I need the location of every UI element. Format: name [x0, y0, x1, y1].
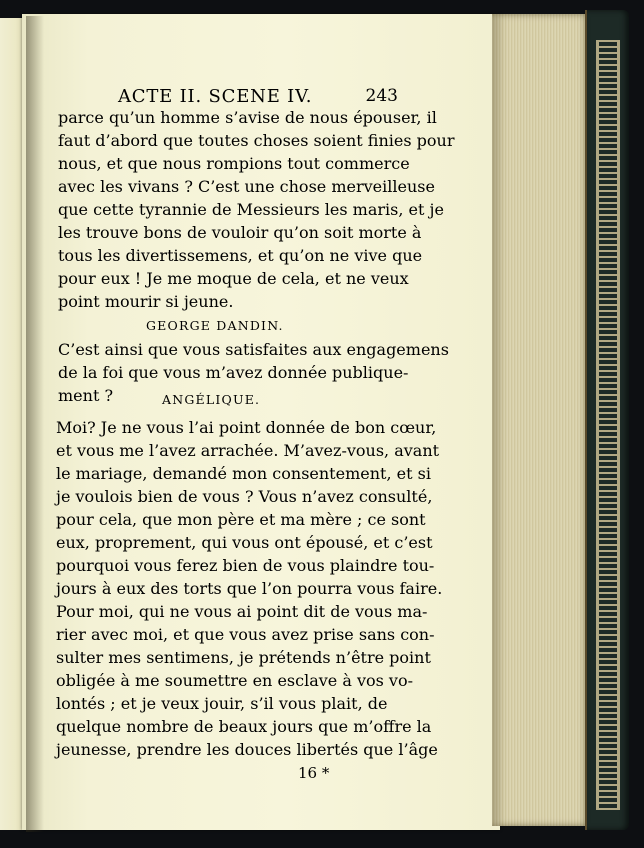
page-gutter-shadow — [26, 16, 44, 832]
book-cover — [585, 10, 629, 830]
text-line: les trouve bons de vouloir qu’on soit morte à — [58, 223, 422, 242]
page-fore-edge — [492, 14, 588, 826]
text-line: pourquoi vous ferez bien de vous plaindre tou- — [56, 556, 435, 575]
text-line: avec les vivans ? C’est une chose merveilleuse — [58, 177, 435, 196]
text-line: point mourir si jeune. — [58, 292, 234, 311]
text-line: quelque nombre de beaux jours que m’offre la — [56, 717, 432, 736]
text-line: C’est ainsi que vous satisfaites aux engagemens — [58, 340, 449, 359]
signature-mark: 16 * — [298, 764, 330, 782]
greek-key-border-ornament — [596, 40, 620, 810]
page-number: 243 — [365, 86, 398, 106]
text-line: et vous me l’avez arrachée. M’avez-vous, avant — [56, 441, 440, 460]
text-line: lontés ; et je veux jouir, s’il vous plait, de — [56, 694, 388, 713]
text-line: rier avec moi, et que vous avez prise sans con- — [56, 625, 435, 644]
text-line: tous les divertissemens, et qu’on ne vive que — [58, 246, 423, 265]
running-title: ACTE II. SCENE IV. — [118, 86, 313, 107]
speaker-name: ANGÉLIQUE. — [162, 392, 261, 407]
text-line: sulter mes sentimens, je prétends n’être point — [56, 648, 431, 667]
text-line: nous, et que nous rompions tout commerce — [58, 154, 410, 173]
text-line: le mariage, demandé mon consentement, et si — [56, 464, 431, 483]
text-line: jours à eux des torts que l’on pourra vous faire. — [56, 579, 443, 598]
text-line: je voulois bien de vous ? Vous n’avez consulté, — [56, 487, 433, 506]
text-line: parce qu’un homme s’avise de nous épouser, il — [58, 108, 437, 127]
text-line: que cette tyrannie de Messieurs les maris, et je — [58, 200, 444, 219]
text-line: pour eux ! Je me moque de cela, et ne veux — [58, 269, 409, 288]
text-line: pour cela, que mon père et ma mère ; ce sont — [56, 510, 426, 529]
text-line: de la foi que vous m’avez donnée publique- — [58, 363, 409, 382]
text-line: Moi? Je ne vous l’ai point donnée de bon cœur, — [56, 418, 437, 437]
text-line: eux, proprement, qui vous ont épousé, et c’est — [56, 533, 433, 552]
speaker-name: GEORGE DANDIN. — [146, 318, 284, 333]
text-line: Pour moi, qui ne vous ai point dit de vous ma- — [56, 602, 428, 621]
running-header — [118, 86, 398, 107]
text-line: ment ? — [58, 386, 114, 405]
text-line: faut d’abord que toutes choses soient finies pour — [58, 131, 455, 150]
text-line: obligée à me soumettre en esclave à vos vo- — [56, 671, 413, 690]
text-line: jeunesse, prendre les douces libertés que l’âge — [56, 740, 438, 759]
